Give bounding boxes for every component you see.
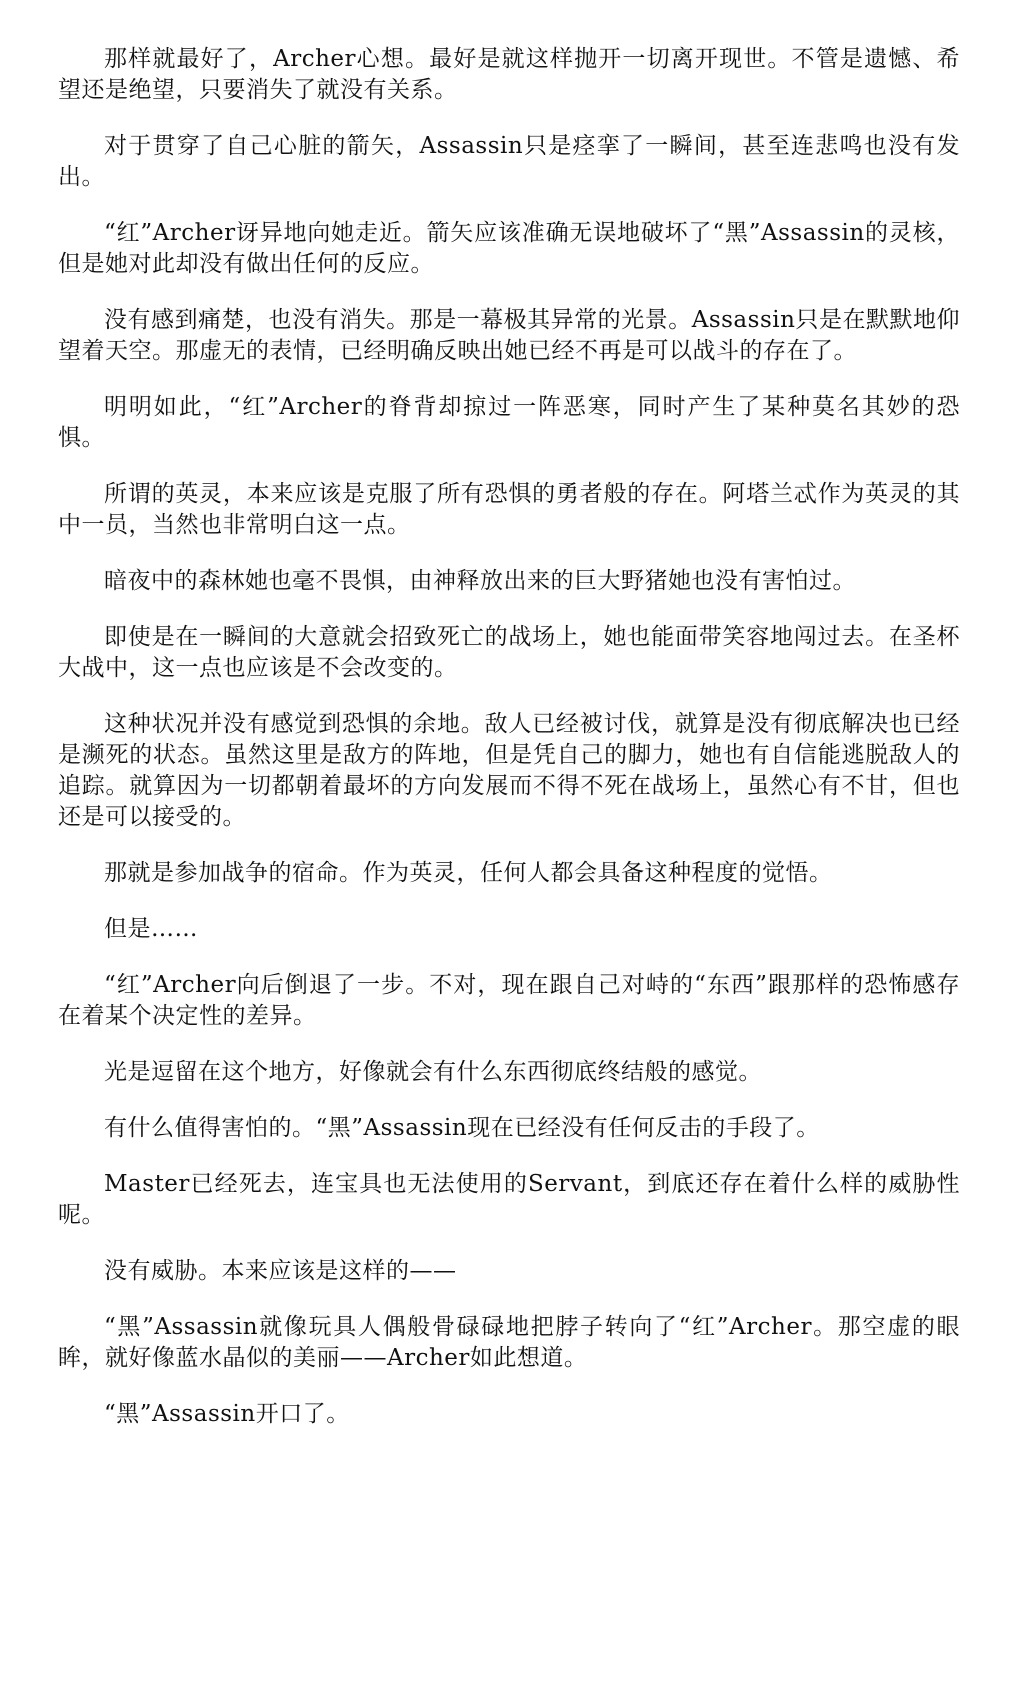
paragraph: 这种状况并没有感觉到恐惧的余地。敌人已经被讨伐，就算是没有彻底解决也已经是濒死的状态。虽然这里是敌方的阵地，但是凭自己的脚力，她也有自信能逃脱敌人的追踪。就算因为一切都朝着最坏的方向发展而不得不死在战场上，虽然心有不甘，但也还是可以接受的。 [58,711,960,830]
paragraph: 暗夜中的森林她也毫不畏惧，由神释放出来的巨大野猪她也没有害怕过。 [104,568,856,594]
paragraph: 即使是在一瞬间的大意就会招致死亡的战场上，她也能面带笑容地闯过去。在圣杯大战中，这一点也应该是不会改变的。 [58,624,960,681]
paragraph: 那样就最好了，Archer心想。最好是就这样抛开一切离开现世。不管是遗憾、希望还是绝望，只要消失了就没有关系。 [58,46,960,103]
paragraph: 但是…… [104,916,198,942]
paragraph: 对于贯穿了自己心脏的箭矢，Assassin只是痉挛了一瞬间，甚至连悲鸣也没有发出。 [58,133,960,190]
paragraph: 没有感到痛楚，也没有消失。那是一幕极其异常的光景。Assassin只是在默默地仰望着天空。那虚无的表情，已经明确反映出她已经不再是可以战斗的存在了。 [58,307,960,364]
paragraph: 所谓的英灵，本来应该是克服了所有恐惧的勇者般的存在。阿塔兰忒作为英灵的其中一员，当然也非常明白这一点。 [58,481,960,538]
paragraph: “红”Archer向后倒退了一步。不对，现在跟自己对峙的“东西”跟那样的恐怖感存在着某个决定性的差异。 [58,972,960,1029]
paragraph: Master已经死去，连宝具也无法使用的Servant，到底还存在着什么样的威胁性呢。 [58,1171,960,1228]
paragraph: 那就是参加战争的宿命。作为英灵，任何人都会具备这种程度的觉悟。 [104,860,833,886]
paragraph: 明明如此，“红”Archer的脊背却掠过一阵恶寒，同时产生了某种莫名其妙的恐惧。 [58,394,960,451]
paragraph: “红”Archer讶异地向她走近。箭矢应该准确无误地破坏了“黑”Assassin的灵核，但是她对此却没有做出任何的反应。 [58,220,960,277]
paragraph: “黑”Assassin就像玩具人偶般骨碌碌地把脖子转向了“红”Archer。那空虚的眼眸，就好像蓝水晶似的美丽——Archer如此想道。 [58,1314,960,1371]
paragraph: “黑”Assassin开口了。 [104,1401,350,1427]
paragraph: 有什么值得害怕的。“黑”Assassin现在已经没有任何反击的手段了。 [104,1115,820,1141]
paragraph: 光是逗留在这个地方，好像就会有什么东西彻底终结般的感觉。 [104,1059,762,1085]
paragraph: 没有威胁。本来应该是这样的—— [104,1258,457,1284]
